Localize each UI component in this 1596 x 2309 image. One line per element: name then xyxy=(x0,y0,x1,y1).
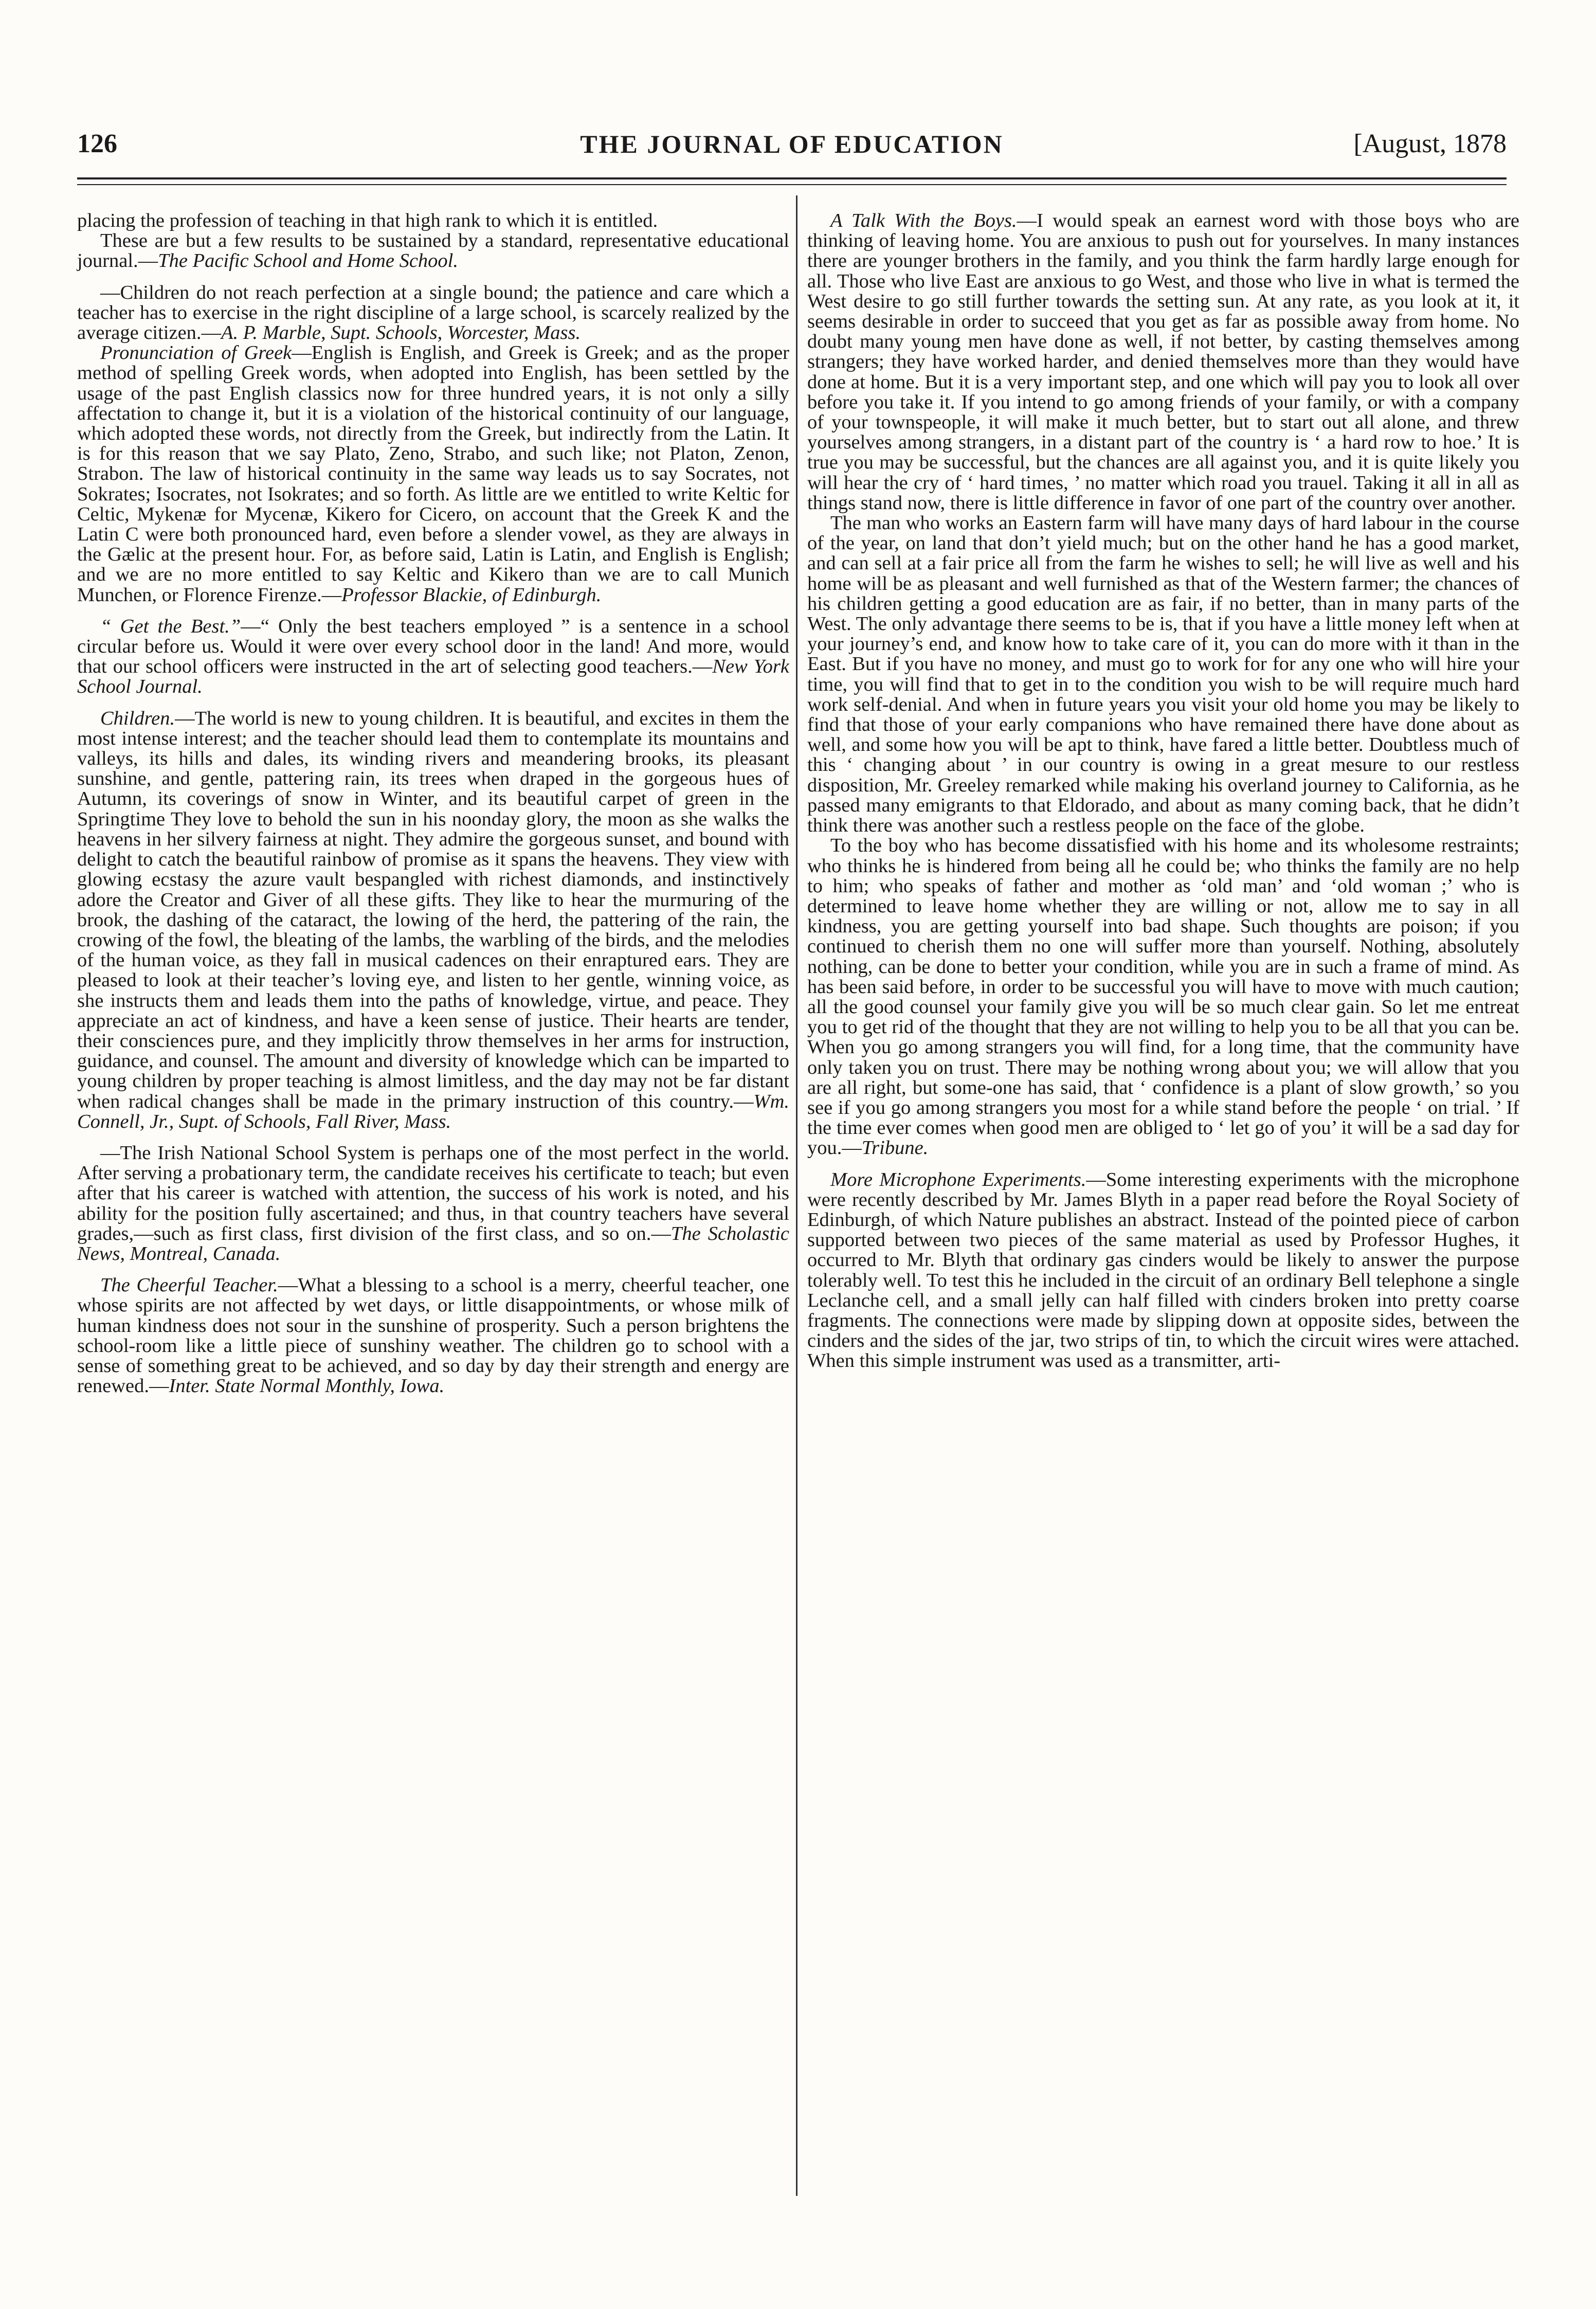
paragraph: A Talk With the Boys.—I would speak an earnest word with those boys who are thinking of leaving home. You are anxious to push out for yourselves. In many instances there are younger brothers in the family, and you think the farm hardly large enough for all. Those who live East are anxious to go West, and those who live in what is termed the West desire to go still further towards the setting sun. At any rate, as you look at it, it seems desirable in order to succeed that you get as far as possible away from home. No doubt many young men have done as well, if not better, by casting themselves among strangers; they have worked harder, and denied themselves more than they would have done at home. But it is a very important step, and one which will pay you to look all over before you take it. If you intend to go among friends of your family, or with a company of your townspeople, it will make it much better, but to start out all alone, and threw yourselves among strangers, in a distant part of the country is ‘ a hard row to hoe.’ It is true you may be successful, but the chances are all against you, and it is quite likely you will hear the cry of ‘ hard times, ’ no matter which road you trauel. Taking it all in all as things stand now, there is little difference in favor of one part of the country over another. xyxy=(807,210,1519,514)
attribution: Wm. Connell, Jr., Supt. of Schools, Fall River, Mass. xyxy=(77,1090,789,1132)
paragraph: —The Irish National School System is perhaps one of the most perfect in the world. After serving a probationary term, the candidate receives his certificate to teach; but even after that his career is watched with attention, the success of his work is noted, and his ability for the position fully ascertained; and thus, in that country teachers have several grades,—such as first class, first division of the first class, and so on.—The Scholastic News, Montreal, Canada. xyxy=(77,1142,789,1265)
column-divider xyxy=(796,195,797,2196)
paragraph: Pronunciation of Greek—English is English, and Greek is Greek; and as the proper method of spelling Greek words, when adopted into English, has been settled by the usage of the past English classics now for three hundred years, it is not only a silly affectation to change it, but it is a violation of the historical continuity of our language, which adopted these words, not directly from the Greek, but indirectly from the Latin. It is for this reason that we say Plato, Zeno, Strabo, and such like; not Platon, Zenon, Strabon. The law of historical continuity in the same way leads us to say Socrates, not Sokrates; Isocrates, not Isokrates; and so forth. As little are we entitled to write Keltic for Celtic, Mykenæ for Mycenæ, Kikero for Cicero, on account that the Greek K and the Latin C were both pronounced hard, even before a slender vowel, as they are always in the Gælic at the present hour. For, as before said, Latin is Latin, and English is English; and we are no more entitled to say Keltic and Kikero than we are to call Munich Munchen, or Florence Firenze.—Professor Blackie, of Edinburgh. xyxy=(77,342,789,606)
attribution: Tribune. xyxy=(861,1137,929,1159)
article-title: The Cheerful Teacher. xyxy=(100,1274,278,1296)
page-header xyxy=(77,123,1507,165)
paragraph: The man who works an Eastern farm will have many days of hard labour in the course of the year, on land that don’t yield much; but on the other hand he has a good market, and can sell at a fair price all from the farm he wishes to sell; he will live as well and his home will be as pleasant and well furnished as that of the Western farmer; the chances of his children getting a good education are as fair, if no better, than in many parts of the West. The only advantage there seems to be is, that if you have a little money left when at your journey’s end, and know how to take care of it, you can do more with it than in the East. But if you have no money, and must go to work for for any one who will hire your time, you will find that to get in to the condition you wish to be will require much hard work self-denial. And when in future years you visit your old home you may be likely to find that those of your early companions who have remained there have done about as well, and some how you will be apt to think, have fared a little better. Doubtless much of this ‘ changing about ’ in our country is owing in a great mesure to our restless disposition, Mr. Greeley remarked while making his overland journey to California, as he passed many emigrants to that Eldorado, and about as many coming back, that he didn’t think there was another such a restless people on the face of the globe. xyxy=(807,512,1519,837)
article-title: “ Get the Best.” xyxy=(100,615,241,637)
attribution: The Pacific School and Home School. xyxy=(158,250,458,272)
paragraph: The Cheerful Teacher.—What a blessing to a school is a merry, cheerful teacher, one whose spirits are not affected by wet days, or little disappointments, or whose milk of human kindness does not sour in the sunshine of prosperity. Such a person brightens the school-room like a little piece of sunshiny weather. The children go to school with a sense of something great to be achieved, and so day by day their strength and energy are renewed.—Inter. State Normal Monthly, Iowa. xyxy=(77,1274,790,1397)
attribution: The Scholastic News, Montreal, Canada. xyxy=(77,1222,789,1265)
attribution: A. P. Marble, Supt. Schools, Worcester, Mass. xyxy=(221,322,581,344)
attribution: Professor Blackie, of Edinburgh. xyxy=(341,584,602,606)
issue-date: [August, 1878 xyxy=(1353,129,1507,158)
paragraph: To the boy who has become dissatisfied with his home and its wholesome restraints; who thinks he is hindered from being all he could be; who thinks the family are no help to him; who speaks of father and mother as ‘old man’ and ‘old woman ;’ who is determined to leave home whether they are willing or not, allow me to say in all kindness, you are getting yourself into bad shape. Such thoughts are poison; if you continued to cherish them no one will suffer more than yourself. Nothing, absolutely nothing, can be done to better your condition, while you are in such a frame of mind. As has been said before, in order to be successful you will have to move with much caution; all the good counsel your family give you will be so much clear gain. So let me entreat you to get rid of the thought that they are not willing to help you to be all that you can be. When you go among strangers you will find, for a long time, that the community have only taken you on trust. There may be nothing wrong about you; we will allow that you are all right, but some-one has said, that ‘ confidence is a plant of slow growth,’ so you see if you go among strangers you most for a while stand before the people ‘ on trial. ’ If the time ever comes when good men are obliged to ‘ let go of you’ it will be a sad day for you.—Tribune. xyxy=(807,835,1519,1159)
article-title: Children. xyxy=(100,707,175,729)
article-title: A Talk With the Boys. xyxy=(830,210,1017,231)
header-rule xyxy=(77,177,1507,179)
paragraph: “ Get the Best.”—“ Only the best teachers employed ” is a sentence in a school circular before us. Would it were over every school door in the land! And more, would that our school officers were instructed in the art of selecting good teachers.—New York School Journal. xyxy=(77,615,789,698)
paragraph: Children.—The world is new to young children. It is beautiful, and excites in them the most intense interest; and the teacher should lead them to contemplate its mountains and valleys, its hills and dales, its winding rivers and meandering brooks, its pleasant sunshine, and gentle, pattering rain, its trees when draped in the gorgeous hues of Autumn, its coverings of snow in Winter, and its beautiful carpet of green in the Springtime They love to behold the sun in his noonday glory, the moon as she walks the heavens in her silvery fairness at night. They admire the gorgeous sunset, and bound with delight to catch the beautiful rainbow of promise as it spans the heavens. They view with glowing ecstasy the azure vault bespangled with richest diamonds, and instinctively adore the Creator and Giver of all these gifts. They like to hear the murmuring of the brook, the dashing of the cataract, the lowing of the herd, the pattering of the rain, the crowing of the fowl, the bleating of the lambs, the warbling of the birds, and the melodies of the human voice, as they fall in musical cadences on their enraptured ears. They are pleased to look at their teacher’s loving eye, and listen to her gentle, winning voice, as she instructs them and leads them into the paths of knowledge, virtue, and peace. They appreciate an act of kindness, and have a keen sense of justice. Their hearts are tender, their consciences pure, and they implicitly throw themselves in her arms for instruction, guidance, and counsel. The amount and diversity of knowledge which can be imparted to young children by proper teaching is almost limitless, and the day may not be far distant when radical changes shall be made in the primary instruction of this country.—Wm. Connell, Jr., Supt. of Schools, Fall River, Mass. xyxy=(77,707,789,1132)
running-head: THE JOURNAL OF EDUCATION xyxy=(580,130,1004,158)
paragraph: placing the profession of teaching in that high rank to which it is entitled. xyxy=(77,210,658,231)
paragraph: —Children do not reach perfection at a single bound; the patience and care which a teacher has to exercise in the right discipline of a large school, is scarcely realized by the average citizen.—A. P. Marble, Supt. Schools, Worcester, Mass. xyxy=(77,281,789,344)
attribution: New York School Journal. xyxy=(77,656,789,698)
article-title: More Microphone Experiments. xyxy=(830,1168,1086,1190)
attribution: Inter. State Normal Monthly, Iowa. xyxy=(169,1375,445,1397)
paragraph: These are but a few results to be sustained by a standard, representative educational journal.—The Pacific School and Home School. xyxy=(77,230,789,272)
paragraph: More Microphone Experiments.—Some interesting experiments with the microphone were recently described by Mr. James Blyth in a paper read before the Royal Society of Edinburgh, of which Nature publishes an abstract. Instead of the pointed piece of carbon supported between two pieces of the same material as used by Professor Hughes, it occurred to Mr. Blyth that ordinary gas cinders would be likely to answer the purpose tolerably well. To test this he included in the circuit of an ordinary Bell telephone a single Leclanche cell, and a small jelly can half filled with cinders broken into pretty coarse fragments. The connections were made by slipping down at opposite sides, between the cinders and the sides of the jar, two strips of tin, to which the circuit wires were attached. When this simple instrument was used as a transmitter, arti- xyxy=(807,1168,1519,1372)
page-number: 126 xyxy=(77,129,117,158)
left-column xyxy=(77,211,789,2196)
right-column xyxy=(807,211,1519,2196)
article-title: Pronunciation of Greek xyxy=(100,342,292,364)
header-rule-thin xyxy=(77,184,1507,185)
